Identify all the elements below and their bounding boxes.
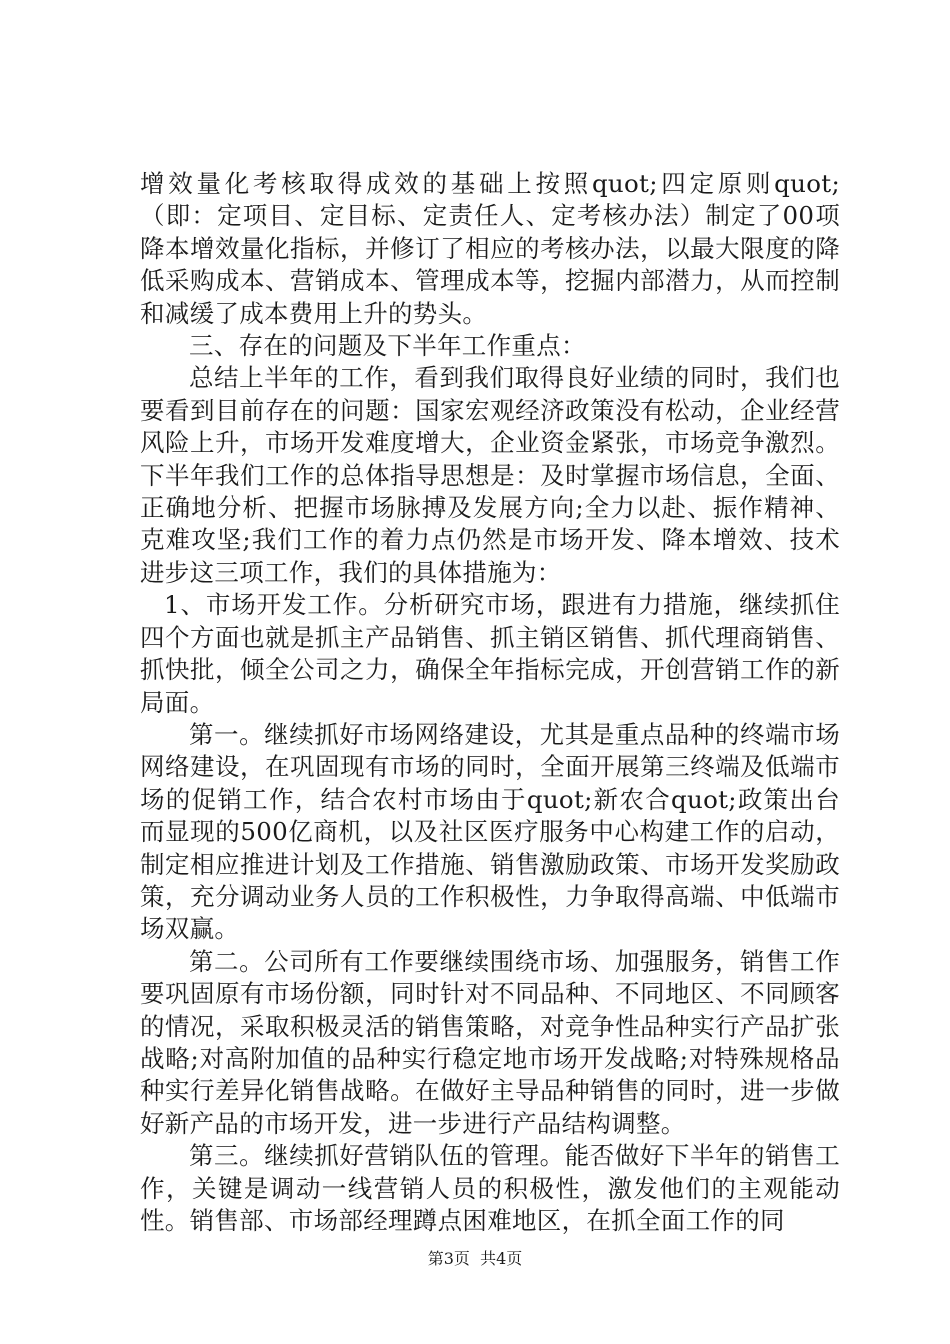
page-number-label: 第3页 共4页 [427, 1249, 523, 1268]
document-body [140, 168, 840, 1237]
paragraph-third-point: 第三。继续抓好营销队伍的管理。能否做好下半年的销售工作，关键是调动一线营销人员的积极性，激发他们的主观能动性。销售部、市场部经理蹲点困难地区，在抓全面工作的同 [140, 1141, 840, 1235]
page-footer [0, 1246, 950, 1269]
paragraph-market-development: 1、市场开发工作。分析研究市场，跟进有力措施，继续抓住四个方面也就是抓主产品销售、抓主销区销售、抓代理商销售、抓快批，倾全公司之力，确保全年指标完成，开创营销工作的新局面。 [140, 590, 840, 717]
paragraph-first-point: 第一。继续抓好市场网络建设，尤其是重点品种的终端市场网络建设，在巩固现有市场的同时，全面开展第三终端及低端市场的促销工作，结合农村市场由于quot;新农合quot;政策出台而显现的500亿商机，以及社区医疗服务中心构建工作的启动，制定相应推进计划及工作措施、销售激励政策、市场开发奖励政策，充分调动业务人员的工作积极性，力争取得高端、中低端市场双赢。 [140, 719, 840, 944]
paragraph-continuation: 增效量化考核取得成效的基础上按照quot;四定原则quot;（即：定项目、定目标、定责任人、定考核办法）制定了00项降本增效量化指标，并修订了相应的考核办法，以最大限度的降低采购成本、营销成本、管理成本等，挖掘内部潜力，从而控制和减缓了成本费用上升的势头。 [140, 169, 840, 328]
paragraph-summary: 总结上半年的工作，看到我们取得良好业绩的同时，我们也要看到目前存在的问题：国家宏观经济政策没有松动，企业经营风险上升，市场开发难度增大，企业资金紧张，市场竞争激烈。下半年我们工作的总体指导思想是：及时掌握市场信息，全面、正确地分析、把握市场脉搏及发展方向;全力以赴、振作精神、克难攻坚;我们工作的着力点仍然是市场开发、降本增效、技术进步这三项工作，我们的具体措施为： [140, 363, 840, 587]
paragraph-second-point: 第二。公司所有工作要继续围绕市场、加强服务，销售工作要巩固原有市场份额，同时针对不同品种、不同地区、不同顾客的情况，采取积极灵活的销售策略，对竞争性品种实行产品扩张战略;对高附加值的品种实行稳定地市场开发战略;对特殊规格品种实行差异化销售战略。在做好主导品种销售的同时，进一步做好新产品的市场开发，进一步进行产品结构调整。 [140, 946, 840, 1138]
section-heading: 三、存在的问题及下半年工作重点： [189, 331, 586, 361]
